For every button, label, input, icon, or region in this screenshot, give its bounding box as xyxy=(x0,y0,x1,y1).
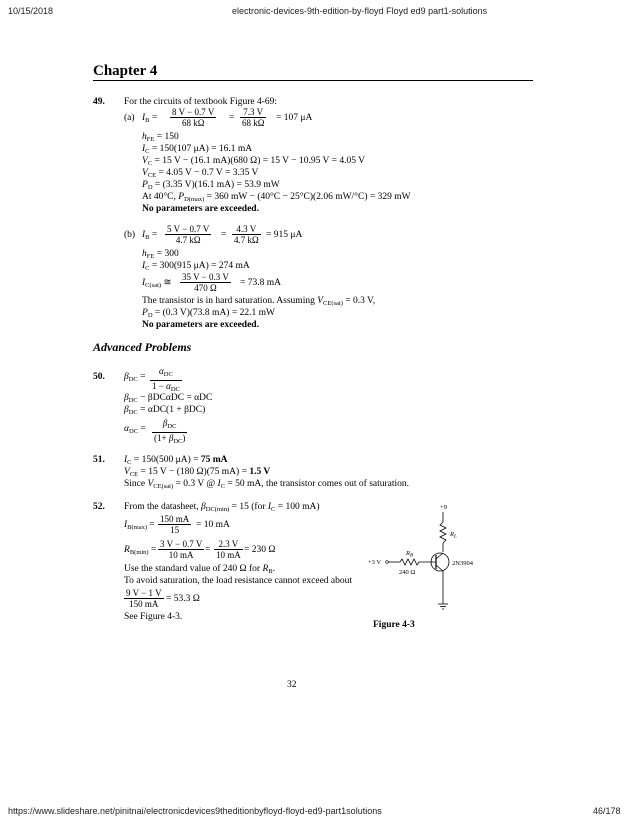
b-ic-line: $I_C = 300(915$ μA) = 274 mA xyxy=(142,261,250,272)
problem-51-number: 51. xyxy=(93,455,105,465)
b-icsat-result: = 73.8 mA xyxy=(240,278,281,288)
figure-caption: Figure 4-3 xyxy=(373,620,415,630)
p52-rb-equals: = xyxy=(205,545,211,555)
a-pd-line: $P_D = (3.35$ V)(16.1 mA) = 53.9 mW xyxy=(142,180,280,191)
p52-ib-fraction: $\frac{150 mA}{15}$ xyxy=(160,514,190,535)
p52-ib-symbol: $I_{B(max)}$ = xyxy=(124,520,155,531)
a-ic-line: $I_C = 150(107$ μA) = 16.1 mA xyxy=(142,144,253,155)
transistor-label: 2N3904 xyxy=(452,560,473,567)
b-icsat-symbol: $I_{C(sat)}$ ≅ xyxy=(142,278,172,289)
a-ib-equals: = xyxy=(229,113,235,123)
p51-since-line: Since $V_{CE(sat)} = 0.3$ V @ $I_C = 50$ mA, the transistor comes out of saturation. xyxy=(124,479,410,490)
document-title: electronic-devices-9th-edition-by-floyd Floyd ed9 part1-solutions xyxy=(232,6,488,16)
p51-ic-line: $I_C = 150(500$ μA) = 75 mA xyxy=(124,455,228,466)
p52-rb-symbol: $R_{B(min)}$ = xyxy=(124,545,157,556)
p50-line-2: $\beta_{DC} - \beta DC\alpha DC = \alpha DC$ xyxy=(124,393,213,404)
a-ib-symbol: $I_B$ = xyxy=(142,113,158,124)
b-icsat-fraction: $\frac{35 V - 0.3 V}{470 \Omega}$ xyxy=(182,272,229,293)
p52-rl-result: = 53.3 Ω xyxy=(166,594,200,604)
b-conclusion: No parameters are exceeded. xyxy=(142,320,259,330)
p52-rb-fraction-1: $\frac{3 V - 0.7 V}{10 mA}$ xyxy=(160,539,203,560)
a-ib-fraction-1: $\frac{8 V - 0.7 V}{68 k\Omega}$ xyxy=(172,107,215,128)
rl-resistor xyxy=(440,522,446,543)
b-pd-line: $P_D = (0.3$ V)(73.8 mA) = 22.1 mW xyxy=(142,308,275,319)
p50-alpha-fraction: $\beta_{DC}$ $(1+ \beta_{DC})$ xyxy=(154,418,186,445)
rb-resistor xyxy=(400,559,419,565)
vin-label: +3 V xyxy=(368,559,382,566)
p52-rb-fraction-2: $\frac{2.3 V}{10 mA}$ xyxy=(216,539,241,560)
a-at40-line: At 40°C, $P_{D(max)} = 360$ mW − (40°C − 25°C)(2.06 mW/°C) = 329 mW xyxy=(142,192,411,203)
a-vce-line: $V_{CE} = 4.05$ V − 0.7 V = 3.35 V xyxy=(142,168,259,179)
p50-alpha-symbol: $\alpha_{DC}$ = xyxy=(124,424,146,435)
a-conclusion: No parameters are exceeded. xyxy=(142,204,259,214)
p51-vce-line: $V_{CE} = 15$ V − (180 Ω)(75 mA) = 1.5 V xyxy=(124,467,271,478)
b-ib-symbol: $I_B$ = xyxy=(142,230,158,241)
p50-beta-fraction: $\alpha_{DC}$ $1 - \alpha_{DC}$ xyxy=(152,366,180,393)
p52-std-value-line: Use the standard value of 240 Ω for $R_B$. xyxy=(124,564,275,575)
b-ib-fraction-1: $\frac{5 V - 0.7 V}{4.7 k\Omega}$ xyxy=(167,224,210,245)
chapter-heading: Chapter 4 xyxy=(93,63,158,79)
problem-49-number: 49. xyxy=(93,97,105,107)
chapter-divider xyxy=(93,80,533,81)
a-ib-result: = 107 μA xyxy=(276,113,313,123)
page-number: 32 xyxy=(287,680,297,690)
figure-4-3-circuit xyxy=(366,500,496,615)
rl-label: $R_L$ xyxy=(450,531,457,540)
p52-rl-fraction: $\frac{9 V - 1 V}{150 mA}$ xyxy=(126,588,162,609)
b-ib-fraction-2: $\frac{4.3 V}{4.7 k\Omega}$ xyxy=(234,224,259,245)
input-terminal xyxy=(386,561,389,564)
a-ib-fraction-2: $\frac{7.3 V}{68 k\Omega}$ xyxy=(242,107,265,128)
print-page-count: 46/178 xyxy=(593,806,621,816)
problem-50-number: 50. xyxy=(93,372,105,382)
p52-see-figure: See Figure 4-3. xyxy=(124,612,183,622)
part-a-label: (a) xyxy=(124,113,135,123)
problem-49-intro: For the circuits of textbook Figure 4-69: xyxy=(124,97,278,107)
problem-52-number: 52. xyxy=(93,502,105,512)
p52-avoid-line: To avoid saturation, the load resistance cannot exceed about xyxy=(124,576,353,586)
p52-datasheet-line: From the datasheet, $\beta_{DC(min)} = 15$ (for $I_C = 100$ mA) xyxy=(124,502,320,513)
vcc-label: +9 xyxy=(440,504,447,511)
rb-value-label: 240 Ω xyxy=(399,569,416,576)
p50-line-3: $\beta_{DC} = \alpha DC(1 + \beta DC)$ xyxy=(124,405,206,416)
p50-beta-symbol: $\beta_{DC}$ = xyxy=(124,372,146,383)
p52-rb-result: = 230 Ω xyxy=(244,545,276,555)
a-vc-line: $V_C = 15$ V − (16.1 mA)(680 Ω) = 15 V − 10.95 V = 4.05 V xyxy=(142,156,366,167)
b-saturation-line: The transistor is in hard saturation. Assuming $V_{CE(sat)} = 0.3$ V, xyxy=(142,296,376,307)
a-hfe-line: $h_{FE} = 150$ xyxy=(142,132,179,143)
advanced-problems-heading: Advanced Problems xyxy=(93,340,192,354)
p52-ib-result: = 10 mA xyxy=(196,520,230,530)
print-date: 10/15/2018 xyxy=(8,6,54,16)
b-hfe-line: $h_{FE} = 300$ xyxy=(142,249,179,260)
page-url: https://www.slideshare.net/pinitnai/electronicdevices9theditionbyfloyd-floyd-ed9-part1solutions xyxy=(8,806,382,816)
part-b-label: (b) xyxy=(124,230,136,240)
rb-label: $R_B$ xyxy=(406,550,414,559)
b-ib-equals: = xyxy=(221,230,227,240)
b-ib-result: = 915 μA xyxy=(266,230,303,240)
